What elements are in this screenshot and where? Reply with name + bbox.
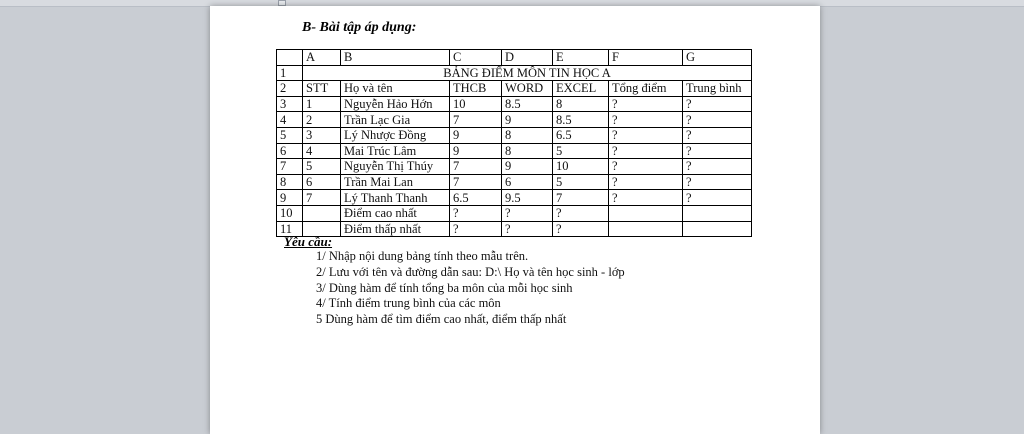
column-header: A bbox=[303, 50, 341, 66]
table-cell: ? bbox=[609, 96, 683, 112]
table-cell: ? bbox=[450, 205, 502, 221]
requirements-list bbox=[316, 249, 625, 328]
table-cell: Nguyễn Thị Thúy bbox=[341, 159, 450, 175]
column-header bbox=[277, 50, 303, 66]
field-header: WORD bbox=[502, 81, 553, 97]
table-cell: Lý Thanh Thanh bbox=[341, 190, 450, 206]
table-cell: ? bbox=[609, 127, 683, 143]
table-cell: Điểm cao nhất bbox=[341, 205, 450, 221]
row-number: 8 bbox=[277, 174, 303, 190]
table-cell: Nguyễn Hảo Hớn bbox=[341, 96, 450, 112]
table-cell: ? bbox=[683, 127, 752, 143]
table-cell: ? bbox=[683, 96, 752, 112]
table-cell: 8 bbox=[502, 143, 553, 159]
table-cell: ? bbox=[502, 221, 553, 237]
table-cell: 4 bbox=[303, 143, 341, 159]
table-cell: 2 bbox=[303, 112, 341, 128]
table-cell: Điểm thấp nhất bbox=[341, 221, 450, 237]
table-cell: ? bbox=[609, 112, 683, 128]
column-header: G bbox=[683, 50, 752, 66]
table-cell: 8.5 bbox=[502, 96, 553, 112]
table-row bbox=[277, 127, 752, 143]
row-number: 2 bbox=[277, 81, 303, 97]
row-number: 10 bbox=[277, 205, 303, 221]
table-cell: 8 bbox=[502, 127, 553, 143]
table-cell: ? bbox=[683, 112, 752, 128]
table-cell bbox=[609, 221, 683, 237]
table-row bbox=[277, 96, 752, 112]
table-cell bbox=[303, 205, 341, 221]
row-number: 1 bbox=[277, 65, 303, 81]
table-cell: ? bbox=[553, 205, 609, 221]
table-cell: ? bbox=[683, 159, 752, 175]
field-header-row bbox=[277, 81, 752, 97]
table-cell: ? bbox=[683, 143, 752, 159]
column-header: F bbox=[609, 50, 683, 66]
table-cell: 6 bbox=[303, 174, 341, 190]
table-cell: 9 bbox=[450, 143, 502, 159]
section-title: B- Bài tập áp dụng: bbox=[302, 20, 417, 35]
table-cell bbox=[683, 205, 752, 221]
table-cell: 10 bbox=[450, 96, 502, 112]
table-cell: ? bbox=[502, 205, 553, 221]
table-cell: 6.5 bbox=[553, 127, 609, 143]
table-cell: 5 bbox=[303, 159, 341, 175]
table-cell bbox=[683, 221, 752, 237]
table-cell: 9 bbox=[502, 112, 553, 128]
table-cell: 6.5 bbox=[450, 190, 502, 206]
table-cell: Lý Nhược Đồng bbox=[341, 127, 450, 143]
table-cell: 8.5 bbox=[553, 112, 609, 128]
table-cell: 8 bbox=[553, 96, 609, 112]
row-number: 6 bbox=[277, 143, 303, 159]
requirement-item: 2/ Lưu với tên và đường dẫn sau: D:\ Họ và tên học sinh - lớp bbox=[316, 264, 625, 279]
table-cell: ? bbox=[683, 174, 752, 190]
document-page[interactable] bbox=[210, 6, 820, 434]
field-header: Trung bình bbox=[683, 81, 752, 97]
table-cell: Trần Lạc Gia bbox=[341, 112, 450, 128]
table-cell: ? bbox=[683, 190, 752, 206]
table-cell: 5 bbox=[553, 143, 609, 159]
requirements-title: Yêu cầu: bbox=[284, 234, 333, 249]
title-row bbox=[277, 65, 752, 81]
table-row bbox=[277, 221, 752, 237]
table-cell: Mai Trúc Lâm bbox=[341, 143, 450, 159]
requirement-item: 5 Dùng hàm để tìm điểm cao nhất, điểm thấp nhất bbox=[316, 312, 567, 327]
table-cell: 3 bbox=[303, 127, 341, 143]
table-cell: ? bbox=[609, 190, 683, 206]
row-number: 7 bbox=[277, 159, 303, 175]
table-cell: 9.5 bbox=[502, 190, 553, 206]
table-cell: 10 bbox=[553, 159, 609, 175]
table-cell: 9 bbox=[502, 159, 553, 175]
column-header: D bbox=[502, 50, 553, 66]
grade-table bbox=[276, 49, 752, 237]
table-cell: 1 bbox=[303, 96, 341, 112]
table-row bbox=[277, 143, 752, 159]
table-row bbox=[277, 205, 752, 221]
table-row bbox=[277, 190, 752, 206]
column-header: C bbox=[450, 50, 502, 66]
table-title: BẢNG ĐIỂM MÔN TIN HỌC A bbox=[303, 65, 752, 81]
field-header: Tổng điểm bbox=[609, 81, 683, 97]
table-cell: 7 bbox=[450, 159, 502, 175]
row-number: 4 bbox=[277, 112, 303, 128]
requirement-item: 1/ Nhập nội dung bảng tính theo mẫu trên. bbox=[316, 249, 529, 263]
table-cell: ? bbox=[609, 159, 683, 175]
requirement-item: 3/ Dùng hàm để tính tổng ba môn của mỗi học sinh bbox=[316, 280, 573, 295]
column-header: B bbox=[341, 50, 450, 66]
field-header: Họ và tên bbox=[341, 81, 450, 97]
table-cell: 5 bbox=[553, 174, 609, 190]
table-row bbox=[277, 112, 752, 128]
field-header: EXCEL bbox=[553, 81, 609, 97]
table-row bbox=[277, 174, 752, 190]
table-cell: 9 bbox=[450, 127, 502, 143]
table-cell: ? bbox=[609, 143, 683, 159]
column-header: E bbox=[553, 50, 609, 66]
table-cell: Trần Mai Lan bbox=[341, 174, 450, 190]
column-header-row bbox=[277, 50, 752, 66]
row-number: 9 bbox=[277, 190, 303, 206]
table-cell: 7 bbox=[450, 174, 502, 190]
table-cell: ? bbox=[553, 221, 609, 237]
row-number: 5 bbox=[277, 127, 303, 143]
table-cell: ? bbox=[450, 221, 502, 237]
table-cell: 7 bbox=[303, 190, 341, 206]
table-cell: ? bbox=[609, 174, 683, 190]
table-cell: 7 bbox=[553, 190, 609, 206]
field-header: THCB bbox=[450, 81, 502, 97]
table-cell: 7 bbox=[450, 112, 502, 128]
table-cell bbox=[609, 205, 683, 221]
table-cell: 6 bbox=[502, 174, 553, 190]
field-header: STT bbox=[303, 81, 341, 97]
row-number: 3 bbox=[277, 96, 303, 112]
row-number: 11 bbox=[277, 221, 303, 237]
requirement-item: 4/ Tính điểm trung bình của các môn bbox=[316, 296, 501, 311]
table-row bbox=[277, 159, 752, 175]
